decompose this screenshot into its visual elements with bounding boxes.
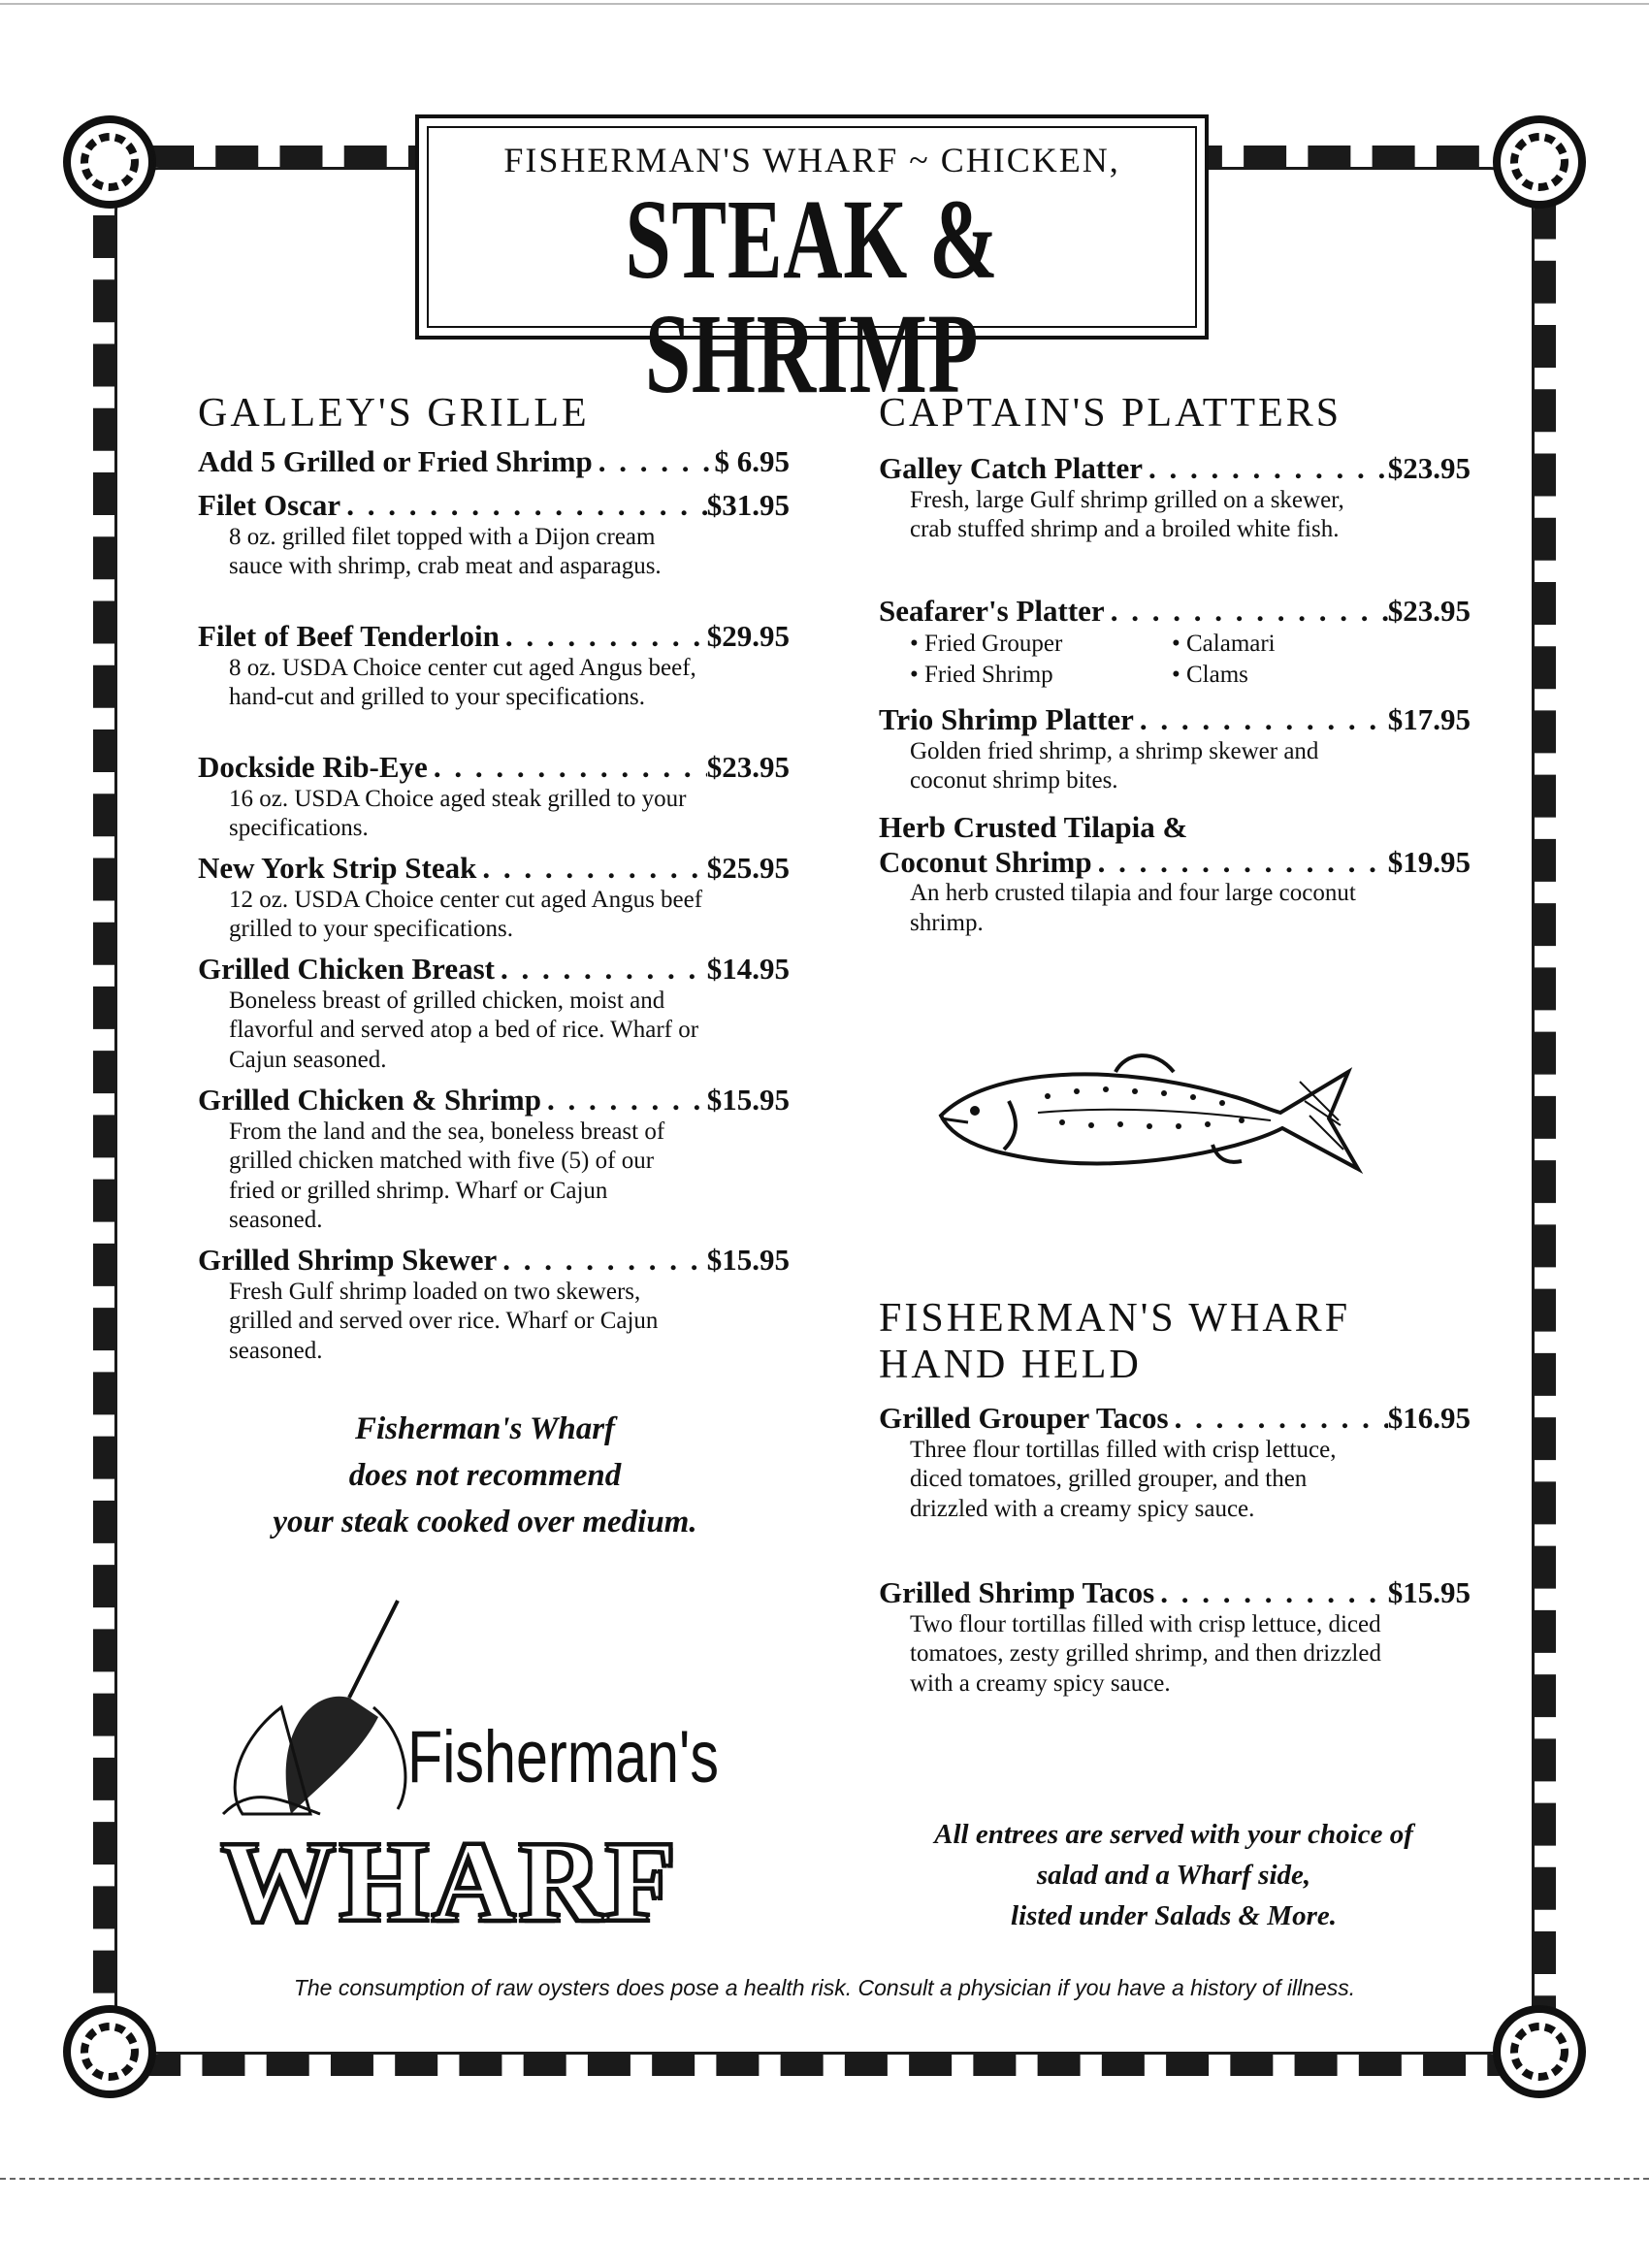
item-name: Seafarer's Platter	[879, 594, 1105, 628]
item-name: Grilled Shrimp Tacos	[879, 1575, 1155, 1609]
page-title: STEAK & SHRIMP	[625, 176, 999, 417]
menu-item	[198, 1243, 790, 1366]
item-name: Filet Oscar	[198, 488, 341, 522]
menu-item	[198, 952, 790, 1075]
fish-icon	[922, 1043, 1377, 1188]
section-title-galleys-grille: GALLEY'S GRILLE	[198, 391, 590, 436]
item-description: 8 oz. grilled filet topped with a Dijon cream sauce with shrimp, crab meat and asparagus.	[229, 523, 662, 580]
item-description: Fresh Gulf shrimp loaded on two skewers, grilled and served over rice. Wharf or Cajun seasoned.	[229, 1278, 659, 1364]
item-price: $ 6.95	[714, 444, 790, 478]
item-price: $25.95	[706, 851, 790, 885]
item-description: 8 oz. USDA Choice center cut aged Angus beef, hand-cut and grilled to your specifications.	[229, 654, 696, 711]
item-description: An herb crusted tilapia and four large coconut shrimp.	[910, 880, 1356, 936]
item-description: From the land and the sea, boneless breast of grilled chicken matched with five (5) of our fried or grilled shrimp. Wharf or Cajun seasoned.	[229, 1118, 665, 1234]
item-price: $31.95	[706, 488, 790, 522]
menu-item	[198, 488, 790, 582]
health-disclaimer: The consumption of raw oysters does pose a health risk. Consult a physician if you have a history of illness.	[293, 1975, 1356, 2000]
item-name: Grilled Chicken & Shrimp	[198, 1083, 541, 1117]
item-name: Grilled Shrimp Skewer	[198, 1243, 498, 1277]
title-subtitle: FISHERMAN'S WHARF ~ CHICKEN,	[503, 141, 1120, 179]
item-name: Galley Catch Platter	[879, 451, 1144, 485]
menu-item	[879, 810, 1471, 938]
logo-text-wharf: WHARF	[221, 1816, 679, 1948]
marlin-icon	[204, 1591, 436, 1824]
menu-item	[879, 594, 1471, 692]
item-description: Fresh, large Gulf shrimp grilled on a skewer, crab stuffed shrimp and a broiled white fish.	[910, 486, 1344, 543]
item-options: • Fried Grouper • Calamari • Fried Shrimp • Clams	[910, 630, 1276, 689]
menu-item	[198, 444, 790, 479]
scan-edge-line	[0, 3, 1649, 5]
menu-item	[198, 619, 790, 713]
item-description: 12 oz. USDA Choice center cut aged Angus beef grilled to your specifications.	[229, 886, 703, 943]
item-price: $15.95	[706, 1243, 790, 1277]
item-price: $23.95	[1387, 594, 1471, 628]
item-name-line1: Herb Crusted Tilapia &	[879, 810, 1188, 844]
item-description: 16 oz. USDA Choice aged steak grilled to your specifications.	[229, 785, 687, 842]
item-description: Three flour tortillas filled with crisp lettuce, diced tomatoes, grilled grouper, and then drizzled with a creamy spicy sauce.	[910, 1436, 1337, 1522]
scan-edge-line	[0, 2178, 1649, 2180]
item-name: Add 5 Grilled or Fried Shrimp	[198, 444, 593, 478]
item-name: New York Strip Steak	[198, 851, 477, 885]
rope-knot-icon	[1486, 109, 1593, 215]
item-name: Grilled Grouper Tacos	[879, 1401, 1169, 1435]
item-price: $19.95	[1387, 844, 1471, 879]
item-name: Trio Shrimp Platter	[879, 702, 1134, 736]
menu-item	[198, 851, 790, 945]
item-price: $14.95	[706, 952, 790, 986]
item-price: $15.95	[1387, 1575, 1471, 1609]
item-description: Boneless breast of grilled chicken, moist and flavorful and served atop a bed of rice. Wharf or Cajun seasoned.	[229, 987, 699, 1073]
item-price: $16.95	[1387, 1401, 1471, 1435]
title-box	[415, 114, 1209, 417]
item-name: Dockside Rib-Eye	[198, 750, 428, 784]
section-title-captains-platters: CAPTAIN'S PLATTERS	[879, 391, 1342, 436]
item-price: $29.95	[706, 619, 790, 653]
logo-text-fishermans: Fisherman's	[407, 1716, 719, 1798]
item-price: $15.95	[706, 1083, 790, 1117]
menu-item	[879, 702, 1471, 796]
rope-knot-icon	[56, 109, 163, 215]
item-description: Two flour tortillas filled with crisp lettuce, diced tomatoes, zesty grilled shrimp, and then drizzled with a creamy spicy sauce.	[910, 1610, 1381, 1697]
menu-item	[198, 1083, 790, 1236]
menu-item	[879, 1575, 1471, 1699]
entrees-note: All entrees are served with your choice of salad and a Wharf side, listed under Salads & More.	[934, 1819, 1413, 1932]
item-description: Golden fried shrimp, a shrimp skewer and coconut shrimp bites.	[910, 737, 1319, 794]
steak-note: Fisherman's Wharf does not recommend your steak cooked over medium.	[273, 1411, 697, 1539]
item-name: Coconut Shrimp	[879, 844, 1092, 879]
item-price: $23.95	[706, 750, 790, 784]
item-price: $17.95	[1387, 702, 1471, 736]
item-name: Filet of Beef Tenderloin	[198, 619, 500, 653]
item-name: Grilled Chicken Breast	[198, 952, 495, 986]
rope-knot-icon	[56, 1998, 163, 2105]
menu-item	[198, 750, 790, 844]
menu-item	[879, 451, 1471, 545]
menu-item	[879, 1401, 1471, 1524]
section-title-hand-held: FISHERMAN'S WHARF HAND HELD	[879, 1296, 1351, 1388]
item-price: $23.95	[1387, 451, 1471, 485]
rope-knot-icon	[1486, 1998, 1593, 2105]
